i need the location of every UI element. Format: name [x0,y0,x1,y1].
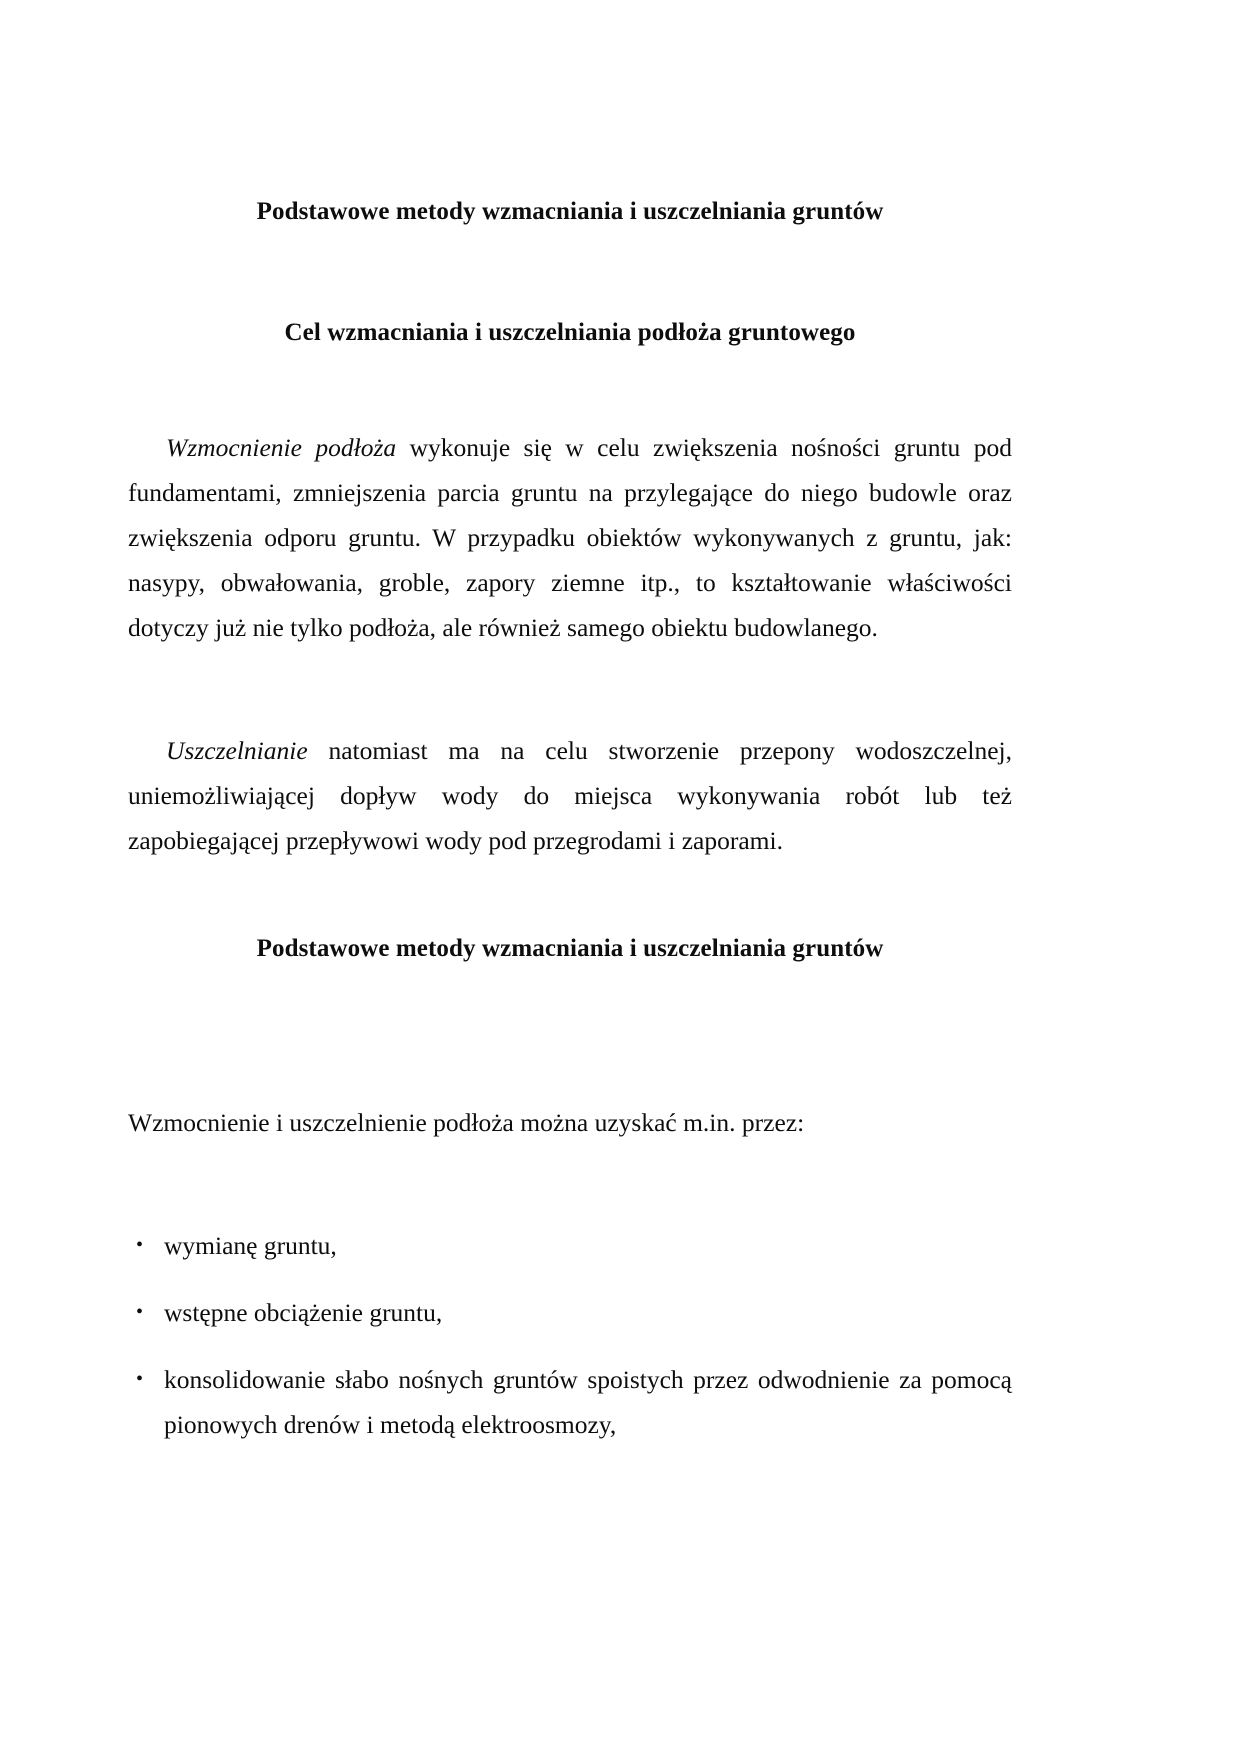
paragraph-wzmocnienie-podloza [128,425,1012,650]
bullet-icon: • [136,1233,144,1256]
list-item-label: wymianę gruntu, [164,1230,337,1260]
list-item [128,1290,1012,1335]
document-content-column [128,0,1012,1447]
emphasis-uszczelnianie: Uszczelnianie [166,736,308,765]
list-item-label: konsolidowanie słabo nośnych gruntów spoistych przez odwodnienie za pomocą pionowych drenów i metodą elektroosmozy, [164,1364,1012,1439]
list-item [128,1223,1012,1268]
bullet-icon: • [136,1367,144,1390]
paragraph-body-text: wykonuje się w celu zwiększenia nośności gruntu pod fundamentami, zmniejszenia parcia gruntu na przylegające do niego budowle oraz zwiększenia odporu gruntu. W przypadku obiektów wykonywanych z gruntu, jak: nasypy, obwałowania, groble, zapory ziemne itp., to kształtowanie właściwości dotyczy już nie tylko podłoża, ale również samego obiektu budowlanego. [128,433,1012,642]
list-lead-in-text: Wzmocnienie i uszczelnienie podłoża można uzyskać m.in. przez: [128,1107,805,1137]
list-item-label: wstępne obciążenie gruntu, [164,1297,443,1327]
paragraph-uszczelnianie [128,728,1012,863]
list-lead-in-wrapper [128,1100,1012,1145]
emphasis-wzmocnienie-podloza: Wzmocnienie podłoża [166,433,397,462]
page-title: Podstawowe metody wzmacniania i uszczelniania gruntów [256,198,884,225]
section-heading-podstawowe-metody: Podstawowe metody wzmacniania i uszczelniania gruntów [256,935,884,962]
methods-bullet-list [128,1223,1012,1447]
section-heading-cel-wzmacniania: Cel wzmacniania i uszczelniania podłoża gruntowego [284,318,856,346]
bullet-icon: • [136,1300,144,1323]
paragraph-body-text: natomiast ma na celu stworzenie przepony wodoszczelnej, uniemożliwiającej dopływ wody do miejsca wykonywania robót lub też zapobiegającej przepływowi wody pod przegrodami i zaporami. [128,736,1012,855]
list-item [128,1357,1012,1447]
